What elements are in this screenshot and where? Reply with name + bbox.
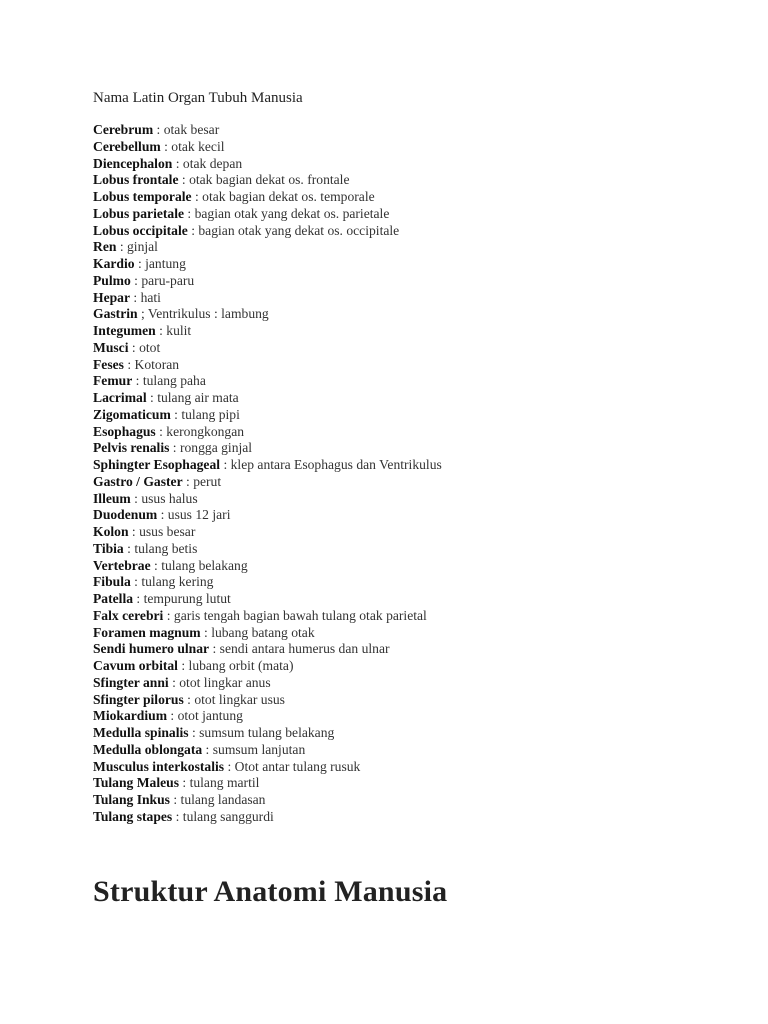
term-meaning: otot lingkar anus: [179, 674, 271, 690]
term-separator: :: [202, 741, 213, 757]
term-separator: :: [220, 457, 231, 472]
term-meaning: otak bagian dekat os. frontale: [189, 172, 350, 188]
term-meaning: otak kecil: [171, 138, 225, 154]
term-row: [93, 156, 733, 173]
term-separator: :: [155, 323, 167, 338]
term-row: [93, 608, 733, 625]
term-meaning: Kotoran: [134, 356, 180, 372]
term-separator: :: [169, 792, 181, 807]
term-row: [93, 273, 733, 290]
term-row: [93, 725, 733, 742]
term-meaning: otak depan: [182, 155, 243, 171]
term-row: [93, 290, 733, 307]
term-separator: :: [132, 373, 143, 389]
term-separator: :: [167, 708, 178, 724]
latin-term: Musci: [93, 339, 129, 355]
latin-term: Ren: [93, 239, 117, 255]
term-row: [93, 524, 733, 541]
latin-term: Pulmo: [93, 272, 131, 288]
term-row: [93, 139, 733, 156]
term-meaning: garis tengah bagian bawah tulang otak parietal: [173, 607, 427, 623]
term-meaning: tulang landasan: [180, 792, 266, 807]
term-meaning: otak bagian dekat os. temporale: [202, 189, 375, 204]
latin-term: Lobus occipitale: [93, 222, 188, 238]
term-row: [93, 440, 733, 457]
term-row: [93, 742, 733, 759]
term-row: [93, 357, 733, 374]
latin-term: Gastro / Gaster: [93, 473, 183, 489]
term-separator: :: [123, 540, 135, 556]
term-meaning: kerongkongan: [166, 423, 245, 439]
term-separator: :: [172, 808, 183, 824]
term-separator: :: [128, 524, 140, 539]
latin-term: Vertebrae: [93, 557, 151, 573]
latin-term: Foramen magnum: [93, 624, 201, 640]
term-meaning: bagian otak yang dekat os. parietale: [194, 205, 390, 221]
term-meaning: sumsum tulang belakang: [199, 725, 335, 740]
latin-term: Tulang Maleus: [93, 775, 179, 791]
term-separator: :: [188, 725, 200, 740]
document-title: Nama Latin Organ Tubuh Manusia: [93, 90, 303, 106]
term-meaning: otot lingkar usus: [194, 691, 285, 707]
term-separator: :: [169, 440, 180, 456]
latin-term: Cerebrum: [93, 122, 154, 137]
term-separator: :: [160, 138, 172, 154]
term-row: [93, 407, 733, 424]
term-separator: :: [187, 222, 199, 238]
latin-term: Fibula: [93, 574, 131, 590]
term-meaning: rongga ginjal: [179, 440, 253, 456]
term-row: [93, 390, 733, 407]
term-row: [93, 692, 733, 709]
term-meaning: otot jantung: [177, 708, 243, 724]
latin-term: Lacrimal: [93, 390, 147, 405]
term-row: [93, 558, 733, 575]
term-meaning: hati: [140, 289, 161, 305]
term-row: [93, 708, 733, 725]
term-separator: :: [130, 490, 142, 506]
term-meaning: klep antara Esophagus dan Ventrikulus: [230, 457, 442, 472]
latin-term: Lobus frontale: [93, 172, 179, 188]
term-separator: :: [130, 272, 142, 288]
term-meaning: tulang kering: [141, 574, 214, 590]
term-row: [93, 641, 733, 658]
term-meaning: tulang paha: [142, 373, 206, 389]
term-separator: :: [153, 122, 164, 137]
latin-term: Diencephalon: [93, 155, 173, 171]
term-row: [93, 792, 733, 809]
term-separator: :: [184, 205, 195, 221]
term-row: [93, 122, 733, 139]
term-separator: :: [224, 758, 235, 774]
latin-term: Miokardium: [93, 708, 168, 724]
term-separator: :: [128, 339, 140, 355]
term-meaning: tulang belakang: [161, 557, 248, 573]
latin-term: Medulla spinalis: [93, 725, 189, 740]
latin-term: Esophagus: [93, 423, 156, 439]
term-meaning: Ventrikulus : lambung: [147, 306, 269, 322]
latin-term: Illeum: [93, 490, 131, 506]
term-meaning: otak besar: [163, 122, 220, 137]
term-row: [93, 507, 733, 524]
latin-term: Lobus parietale: [93, 205, 185, 221]
term-separator: :: [179, 775, 190, 791]
term-row: [93, 223, 733, 240]
term-separator: :: [157, 507, 168, 523]
latin-term: Hepar: [93, 289, 130, 305]
term-row: [93, 172, 733, 189]
term-meaning: tempurung lutut: [143, 591, 231, 606]
term-row: [93, 189, 733, 206]
term-meaning: perut: [193, 473, 222, 489]
latin-term: Gastrin: [93, 306, 138, 322]
term-meaning: usus 12 jari: [167, 507, 231, 523]
latin-term: Zigomaticum: [93, 406, 171, 422]
term-separator: :: [191, 189, 203, 204]
term-meaning: tulang air mata: [157, 390, 239, 405]
term-row: [93, 323, 733, 340]
term-separator: :: [116, 239, 127, 255]
term-row: [93, 306, 733, 323]
term-separator: :: [130, 574, 142, 590]
term-list: [93, 122, 733, 826]
term-row: [93, 809, 733, 826]
term-separator: :: [163, 607, 174, 623]
latin-term: Sendi humero ulnar: [93, 641, 210, 657]
latin-term: Lobus temporale: [93, 189, 192, 204]
term-row: [93, 206, 733, 223]
term-row: [93, 759, 733, 776]
term-separator: :: [178, 172, 190, 188]
term-separator: :: [134, 256, 146, 271]
term-separator: :: [146, 390, 158, 405]
latin-term: Cerebellum: [93, 138, 161, 154]
term-row: [93, 239, 733, 256]
term-separator: :: [200, 624, 212, 640]
term-row: [93, 574, 733, 591]
term-separator: :: [177, 658, 189, 673]
term-row: [93, 457, 733, 474]
latin-term: Tulang Inkus: [93, 792, 170, 807]
latin-term: Sfingter pilorus: [93, 691, 184, 707]
term-separator: :: [209, 641, 220, 657]
latin-term: Musculus interkostalis: [93, 758, 225, 774]
term-row: [93, 474, 733, 491]
latin-term: Pelvis renalis: [93, 440, 170, 456]
term-row: [93, 373, 733, 390]
term-meaning: tulang pipi: [181, 406, 240, 422]
term-row: [93, 658, 733, 675]
term-separator: :: [155, 423, 167, 439]
term-separator: ;: [137, 306, 148, 322]
term-meaning: ginjal: [127, 239, 158, 255]
term-meaning: usus besar: [139, 524, 196, 539]
term-meaning: sumsum lanjutan: [212, 741, 306, 757]
term-meaning: lubang orbit (mata): [188, 658, 294, 673]
term-row: [93, 541, 733, 558]
term-row: [93, 424, 733, 441]
term-meaning: Otot antar tulang rusuk: [234, 758, 361, 774]
term-meaning: tulang betis: [134, 540, 198, 556]
term-meaning: lubang batang otak: [211, 624, 315, 640]
latin-term: Cavum orbital: [93, 658, 178, 673]
term-separator: :: [168, 674, 180, 690]
latin-term: Kardio: [93, 256, 135, 271]
term-separator: :: [123, 356, 135, 372]
term-row: [93, 675, 733, 692]
term-meaning: paru-paru: [141, 272, 195, 288]
term-meaning: jantung: [145, 256, 186, 271]
latin-term: Patella: [93, 591, 134, 606]
term-separator: :: [172, 155, 183, 171]
latin-term: Feses: [93, 356, 124, 372]
latin-term: Tulang stapes: [93, 808, 173, 824]
term-separator: :: [130, 289, 141, 305]
latin-term: Medulla oblongata: [93, 741, 203, 757]
term-meaning: bagian otak yang dekat os. occipitale: [198, 222, 400, 238]
term-separator: :: [182, 473, 194, 489]
term-separator: :: [133, 591, 144, 606]
latin-term: Tibia: [93, 540, 124, 556]
term-meaning: otot: [139, 339, 161, 355]
term-meaning: sendi antara humerus dan ulnar: [219, 641, 390, 657]
latin-term: Kolon: [93, 524, 129, 539]
term-meaning: tulang sanggurdi: [182, 808, 274, 824]
section-heading: Struktur Anatomi Manusia: [93, 875, 448, 908]
term-row: [93, 491, 733, 508]
term-meaning: kulit: [166, 323, 192, 338]
term-row: [93, 256, 733, 273]
term-row: [93, 625, 733, 642]
term-meaning: tulang martil: [189, 775, 260, 791]
latin-term: Duodenum: [93, 507, 158, 523]
term-meaning: usus halus: [141, 490, 198, 506]
term-separator: :: [170, 406, 182, 422]
latin-term: Femur: [93, 373, 133, 389]
latin-term: Sfingter anni: [93, 674, 169, 690]
term-row: [93, 775, 733, 792]
term-separator: :: [183, 691, 195, 707]
latin-term: Sphingter Esophageal: [93, 457, 221, 472]
latin-term: Falx cerebri: [93, 607, 164, 623]
term-separator: :: [150, 557, 162, 573]
term-row: [93, 591, 733, 608]
document-page: [93, 88, 733, 826]
latin-term: Integumen: [93, 323, 156, 338]
term-row: [93, 340, 733, 357]
